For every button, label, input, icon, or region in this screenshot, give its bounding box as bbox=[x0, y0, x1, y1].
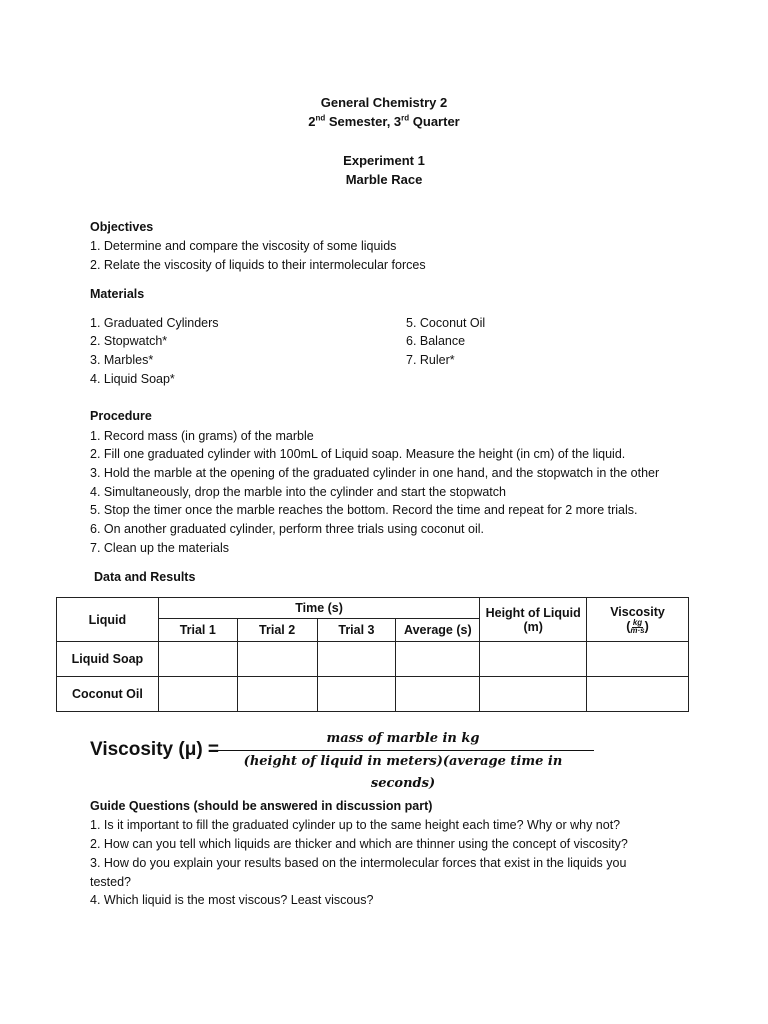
material-item: 6. Balance bbox=[406, 334, 466, 348]
data-results-heading: Data and Results bbox=[94, 570, 196, 584]
trial-1-header: Trial 1 bbox=[158, 619, 237, 642]
material-item: 1. Graduated Cylinders bbox=[90, 316, 219, 330]
table-row bbox=[57, 677, 689, 712]
table-row bbox=[57, 642, 689, 677]
viscosity-unit: $\frac{kg}{m\cdot s}$ bbox=[630, 617, 645, 635]
formula-numerator: mass of marble in kg bbox=[212, 730, 594, 751]
row-label-coconut-oil: Coconut Oil bbox=[57, 677, 159, 712]
semester-quarter: 2nd Semester, 3rd Quarter bbox=[308, 113, 460, 129]
procedure-step: 3. Hold the marble at the opening of the graduated cylinder in one hand, and the stopwatch in the other bbox=[90, 466, 660, 480]
material-item: 2. Stopwatch* bbox=[90, 334, 168, 348]
procedure-heading: Procedure bbox=[90, 409, 152, 423]
average-header: Average (s) bbox=[396, 619, 480, 642]
guide-question: 4. Which liquid is the most viscous? Least viscous? bbox=[90, 893, 374, 907]
formula-lhs: Viscosity (μ) = bbox=[90, 739, 220, 760]
empty-cell bbox=[396, 642, 480, 677]
guide-question: 1. Is it important to fill the graduated cylinder up to the same height each time? Why or why not? bbox=[90, 818, 621, 832]
guide-question: tested? bbox=[90, 875, 132, 889]
procedure-step: 6. On another graduated cylinder, perform three trials using coconut oil. bbox=[90, 522, 484, 536]
procedure-step: 2. Fill one graduated cylinder with 100mL of Liquid soap. Measure the height (in cm) of the liquid. bbox=[90, 447, 626, 461]
objectives-heading: Objectives bbox=[90, 220, 154, 234]
trial-2-header: Trial 2 bbox=[237, 619, 317, 642]
formula-denominator: (height of liquid in meters)(average time in seconds) bbox=[243, 754, 563, 791]
empty-cell bbox=[237, 642, 317, 677]
procedure-step: 5. Stop the timer once the marble reaches the bottom. Record the time and repeat for 2 more trials. bbox=[90, 503, 638, 517]
guide-question: 2. How can you tell which liquids are thicker and which are thinner using the concept of viscosity? bbox=[90, 837, 628, 851]
results-table bbox=[56, 597, 689, 712]
viscosity-formula bbox=[90, 730, 610, 791]
material-item: 3. Marbles* bbox=[90, 353, 154, 367]
empty-cell bbox=[317, 642, 396, 677]
viscosity-header: Viscosity $(\frac{kg}{m\cdot s})$ bbox=[587, 598, 689, 642]
procedure-step: 4. Simultaneously, drop the marble into the cylinder and start the stopwatch bbox=[90, 485, 506, 499]
experiment-title: Marble Race bbox=[345, 172, 423, 187]
materials-heading: Materials bbox=[90, 287, 145, 301]
guide-heading: Guide Questions (should be answered in discussion part) bbox=[90, 799, 433, 813]
experiment-number: Experiment 1 bbox=[343, 153, 425, 168]
objective-item: 2. Relate the viscosity of liquids to their intermolecular forces bbox=[90, 258, 426, 272]
height-header: Height of Liquid (m) bbox=[480, 598, 587, 642]
row-label-liquid-soap: Liquid Soap bbox=[57, 642, 159, 677]
procedure-step: 1. Record mass (in grams) of the marble bbox=[90, 429, 314, 443]
empty-cell bbox=[480, 642, 587, 677]
trial-3-header: Trial 3 bbox=[317, 619, 396, 642]
liquid-header: Liquid bbox=[57, 598, 159, 642]
objective-item: 1. Determine and compare the viscosity of some liquids bbox=[90, 239, 397, 253]
time-header: Time (s) bbox=[158, 598, 479, 619]
material-item: 7. Ruler* bbox=[406, 353, 455, 367]
empty-cell bbox=[317, 677, 396, 712]
material-item: 5. Coconut Oil bbox=[406, 316, 486, 330]
empty-cell bbox=[396, 677, 480, 712]
empty-cell bbox=[480, 677, 587, 712]
empty-cell bbox=[158, 642, 237, 677]
material-item: 4. Liquid Soap* bbox=[90, 372, 175, 386]
formula-fraction bbox=[212, 730, 594, 791]
empty-cell bbox=[158, 677, 237, 712]
procedure-step: 7. Clean up the materials bbox=[90, 541, 229, 555]
course-title: General Chemistry 2 bbox=[320, 95, 448, 110]
empty-cell bbox=[587, 642, 689, 677]
guide-question: 3. How do you explain your results based on the intermolecular forces that exist in the liquids you bbox=[90, 856, 627, 870]
empty-cell bbox=[237, 677, 317, 712]
empty-cell bbox=[587, 677, 689, 712]
